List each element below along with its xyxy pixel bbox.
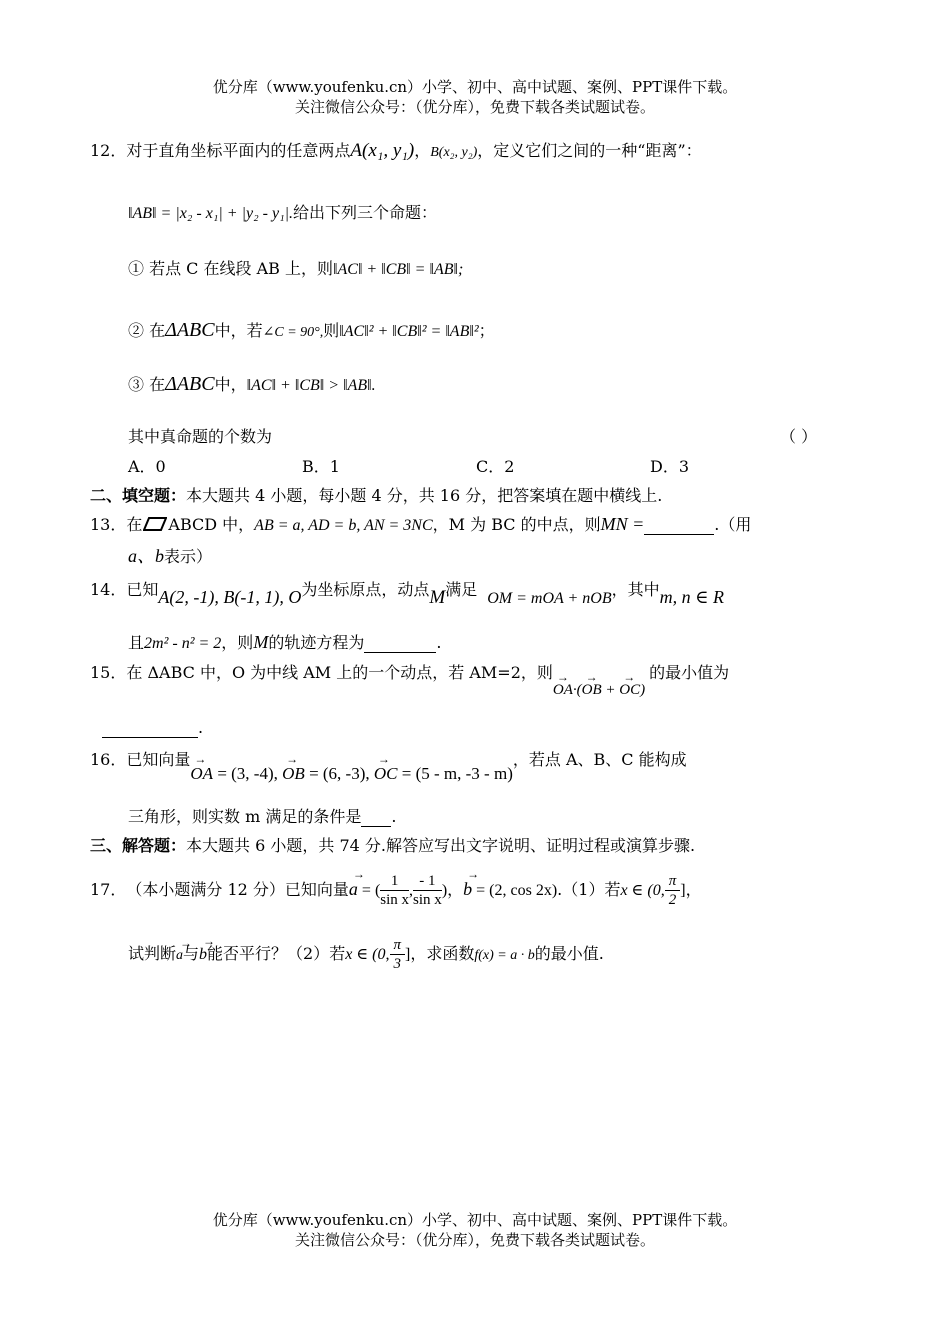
question-15-line-1: 15．在 ΔABC 中，O 为中线 AM 上的一个动点，若 AM=2，则→ OA·(→ OB + → OC)的最小值为 bbox=[90, 660, 729, 683]
question-12-ask: 其中真命题的个数为 bbox=[128, 427, 273, 446]
question-17-line-2: 试判断→ a与→ b能否平行？（2）若x ∈ (0, $\frac{\pi}{3}$ ]，求函数f(x) = a · b的最小值. bbox=[128, 936, 604, 973]
header-line-1: 优分库（www.youfenku.cn）小学、初中、高中试题、案例、PPT课件下载。 bbox=[212, 78, 738, 96]
vector-definitions: → OA = (3, -4), → OB = (6, -3), → OC = (5 - m, -3 - m) bbox=[190, 764, 512, 783]
answer-paren: （ ） bbox=[780, 427, 818, 446]
question-16-line-2: 三角形，则实数 m 满足的条件是 . bbox=[128, 807, 397, 826]
question-14-line-1: 14．已知A(2, -1), B(-1, 1), O为坐标原点，动点M满足 OM = mOA + nOB，其中m, n ∈ R bbox=[90, 580, 724, 608]
point-a: A(x₁, y₁) bbox=[350, 140, 415, 161]
footer-line-1: 优分库（www.youfenku.cn）小学、初中、高中试题、案例、PPT课件下载。 bbox=[212, 1211, 738, 1229]
question-number: 12． bbox=[90, 141, 127, 160]
vector-expression: → OA·(→ OB + → OC) bbox=[553, 682, 645, 698]
question-13-line-2: a、b表示） bbox=[128, 546, 213, 566]
question-15-line-2: . bbox=[102, 718, 203, 738]
distance-definition: ‖AB‖ = |x₂ - x₁| + |y₂ - y₁|.给出下列三个命题： bbox=[128, 203, 438, 222]
definition-formula: ‖AB‖ = |x₂ - x₁| + |y₂ - y₁|. bbox=[128, 205, 294, 222]
answer-blank bbox=[361, 807, 391, 827]
option-b: B．1 bbox=[302, 457, 340, 476]
proposition-1: ① 若点 C 在线段 AB 上，则‖AC‖ + ‖CB‖ = ‖AB‖; bbox=[128, 259, 464, 278]
fraction-pi-2: $\frac{\pi}{2}$ bbox=[665, 872, 681, 909]
question-17-line-1: 17． （本小题满分 12 分）已知向量→ a = ( $\frac{1}{\text{sin x}}$ , $\frac{- 1}{\text{sin x}}$ )，→ b = (2, cos 2x).（1）若x ∈ (0, $\frac{\pi}{2}$ ]， bbox=[90, 872, 702, 909]
question-12-line-1: 12．对于直角坐标平面内的任意两点A(x₁, y₁)，B(x₂, y₂)，定义它们之间的一种“距离”： bbox=[90, 140, 702, 161]
question-16-line-1: 16．已知向量→ OA = (3, -4), → OB = (6, -3), → OC = (5 - m, -3 - m)，若点 A、B、C 能构成 bbox=[90, 747, 687, 770]
section-2-heading: 二、填空题：本大题共 4 小题，每小题 4 分，共 16 分，把答案填在题中横线上. bbox=[90, 486, 663, 505]
point-b: B(x₂, y₂) bbox=[430, 145, 478, 160]
parallelogram-icon bbox=[143, 516, 167, 536]
proposition-3: ③ 在ΔABC中，‖AC‖ + ‖CB‖ > ‖AB‖. bbox=[128, 373, 376, 395]
header-line-2: 关注微信公众号：（优分库），免费下载各类试题试卷。 bbox=[294, 98, 655, 116]
section-3-heading: 三、解答题：本大题共 6 小题，共 74 分.解答应写出文字说明、证明过程或演算步骤. bbox=[90, 836, 696, 855]
question-14-line-2: 且2m² - n² = 2，则M的轨迹方程为 . bbox=[128, 632, 442, 652]
answer-blank bbox=[102, 718, 198, 738]
footer-line-2: 关注微信公众号：（优分库），免费下载各类试题试卷。 bbox=[294, 1231, 655, 1249]
fraction-2: $\frac{- 1}{\text{sin x}}$ bbox=[413, 873, 442, 908]
fraction-pi-3: $\frac{\pi}{3}$ bbox=[390, 936, 406, 973]
proposition-2: ② 在ΔABC中，若∠C = 90°,则‖AC‖² + ‖CB‖² = ‖AB‖²； bbox=[128, 319, 495, 341]
option-a: A．0 bbox=[128, 457, 166, 476]
answer-blank bbox=[364, 633, 436, 653]
answer-blank bbox=[644, 515, 714, 535]
option-c: C．2 bbox=[476, 457, 515, 476]
fraction-1: $\frac{1}{\text{sin x}}$ bbox=[380, 873, 410, 908]
option-d: D．3 bbox=[650, 457, 690, 476]
question-13-line-1: 13．在 ABCD 中，AB = a, AD = b, AN = 3NC，M 为 BC 的中点，则MN = .（用 bbox=[90, 514, 752, 534]
